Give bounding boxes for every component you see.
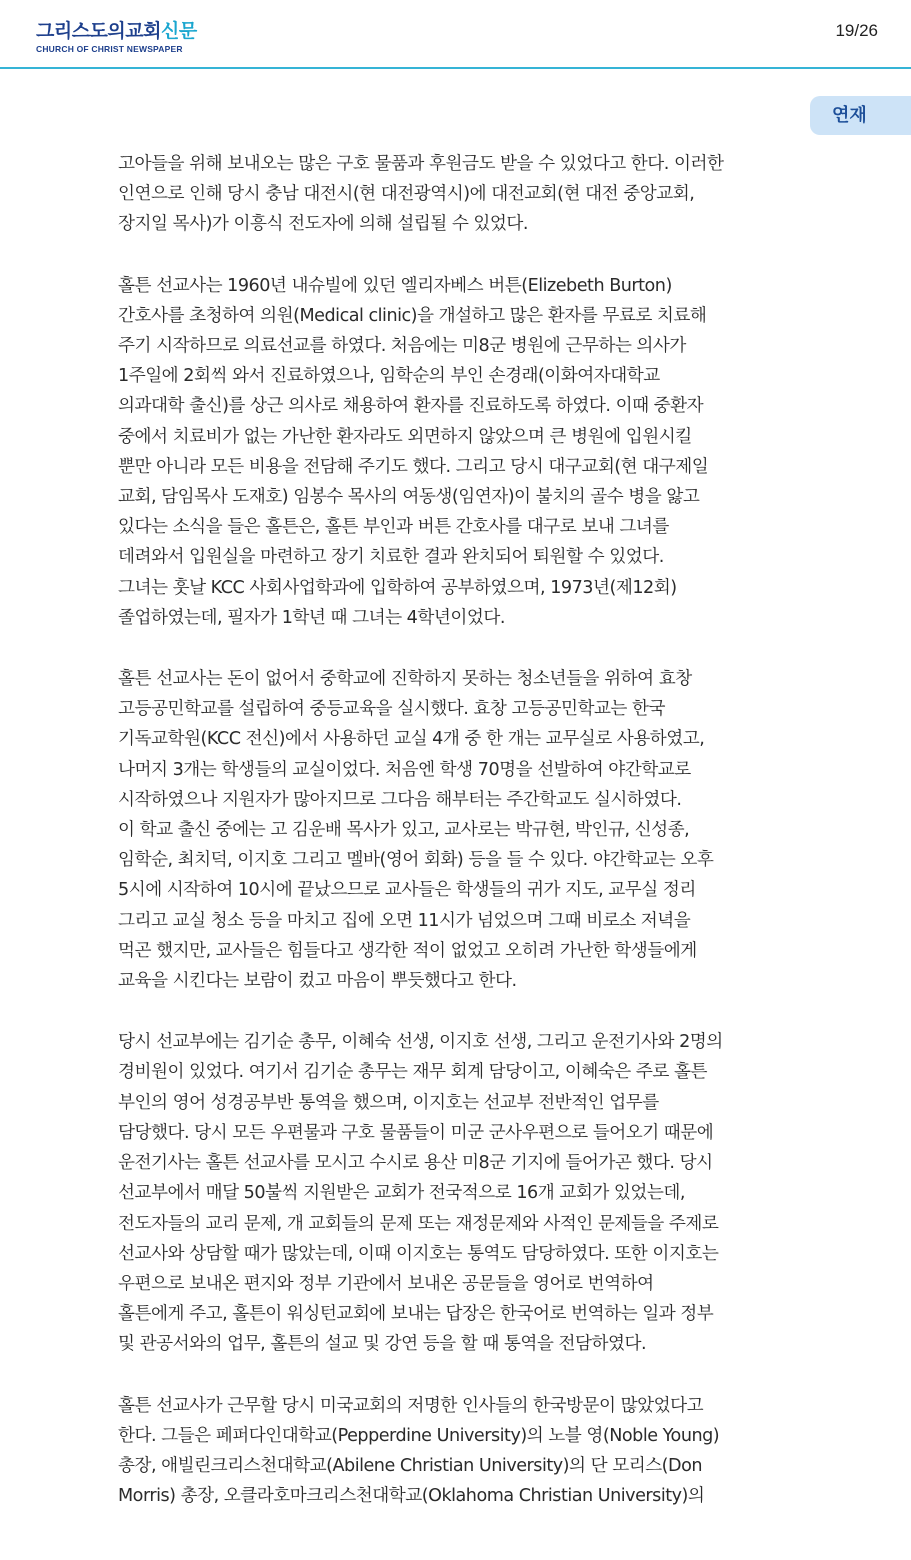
- paragraph-line: 교육을 시킨다는 보람이 컸고 마음이 뿌듯했다고 한다.: [118, 971, 517, 992]
- paragraph-line: 먹곤 했지만, 교사들은 힘들다고 생각한 적이 없었고 오히려 가난한 학생들에게: [118, 940, 697, 961]
- article-paragraph: [118, 664, 818, 996]
- section-tab-serial[interactable]: 연재: [810, 96, 911, 135]
- paragraph-line: 주기 시작하므로 의료선교를 하였다. 처음에는 미8군 병원에 근무하는 의사가: [118, 336, 686, 357]
- paragraph-line: 뿐만 아니라 모든 비용을 전담해 주기도 했다. 그리고 당시 대구교회(현 대구제일: [118, 456, 709, 477]
- paragraph-line: 홀튼 선교사는 1960년 내슈빌에 있던 엘리자베스 버튼(Elizebeth Burton): [118, 275, 672, 296]
- paragraph-line: 부인의 영어 성경공부반 통역을 했으며, 이지호는 선교부 전반적인 업무를: [118, 1092, 659, 1113]
- paragraph-line: 홀튼 선교사가 근무할 당시 미국교회의 저명한 인사들의 한국방문이 많았었다고: [118, 1395, 704, 1416]
- paragraph-line: 한다. 그들은 페퍼다인대학교(Pepperdine University)의 노블 영(Noble Young): [118, 1425, 720, 1446]
- paragraph-line: 5시에 시작하여 10시에 끝났으므로 교사들은 학생들의 귀가 지도, 교무실 정리: [118, 880, 696, 901]
- paragraph-line: 데려와서 입원실을 마련하고 장기 치료한 결과 완치되어 퇴원할 수 있었다.: [118, 547, 664, 568]
- page-number: 19/26: [835, 21, 878, 40]
- paragraph-line: 선교사와 상담할 때가 많았는데, 이때 이지호는 통역도 담당하였다. 또한 이지호는: [118, 1243, 719, 1264]
- article-paragraph: [118, 1027, 818, 1359]
- paragraph-line: 인연으로 인해 당시 충남 대전시(현 대전광역시)에 대전교회(현 대전 중앙교회,: [118, 184, 695, 205]
- paragraph-line: 총장, 애빌린크리스천대학교(Abilene Christian University)의 단 모리스(Don: [118, 1455, 703, 1476]
- paragraph-line: 우편으로 보내온 편지와 정부 기관에서 보내온 공문들을 영어로 번역하여: [118, 1273, 654, 1294]
- paragraph-line: 중에서 치료비가 없는 가난한 환자라도 외면하지 않았으며 큰 병원에 입원시킬: [118, 426, 692, 447]
- logo-english: CHURCH OF CHRIST NEWSPAPER: [36, 44, 183, 54]
- paragraph-line: 간호사를 초청하여 의원(Medical clinic)을 개설하고 많은 환자를 무료로 치료해: [118, 305, 707, 326]
- newspaper-logo[interactable]: [36, 20, 197, 54]
- paragraph-line: 고등공민학교를 설립하여 중등교육을 실시했다. 효창 고등공민학교는 한국: [118, 699, 666, 720]
- paragraph-line: 이 학교 출신 중에는 고 김운배 목사가 있고, 교사로는 박규현, 박인규, 신성종,: [118, 820, 690, 841]
- paragraph-line: 졸업하였는데, 필자가 1학년 때 그녀는 4학년이었다.: [118, 607, 505, 628]
- paragraph-line: 홀튼에게 주고, 홀튼이 워싱턴교회에 보내는 답장은 한국어로 번역하는 일과 정부: [118, 1304, 714, 1325]
- paragraph-line: 나머지 3개는 학생들의 교실이었다. 처음엔 학생 70명을 선발하여 야간학교로: [118, 759, 691, 780]
- paragraph-line: Morris) 총장, 오클라호마크리스천대학교(Oklahoma Christian University)의: [118, 1486, 705, 1507]
- paragraph-line: 전도자들의 교리 문제, 개 교회들의 문제 또는 재정문제와 사적인 문제들을 주제로: [118, 1213, 719, 1234]
- article-paragraph: [118, 149, 818, 240]
- paragraph-line: 고아들을 위해 보내오는 많은 구호 물품과 후원금도 받을 수 있었다고 한다. 이러한: [118, 154, 724, 174]
- paragraph-line: 경비원이 있었다. 여기서 김기순 총무는 재무 회계 담당이고, 이혜숙은 주로 홀튼: [118, 1062, 707, 1083]
- paragraph-line: 및 관공서와의 업무, 홀튼의 설교 및 강연 등을 할 때 통역을 전담하였다.: [118, 1334, 647, 1355]
- article-paragraph: [118, 271, 818, 633]
- paragraph-line: 당시 선교부에는 김기순 총무, 이혜숙 선생, 이지호 선생, 그리고 운전기사와 2명의: [118, 1032, 723, 1053]
- logo-korean-main: 그리스도의교회: [36, 20, 161, 42]
- paragraph-line: 임학순, 최치덕, 이지호 그리고 멜바(영어 회화) 등을 들 수 있다. 야간학교는 오후: [118, 850, 714, 871]
- paragraph-line: 그녀는 훗날 KCC 사회사업학과에 입학하여 공부하였으며, 1973년(제12회): [118, 577, 677, 598]
- paragraph-line: 선교부에서 매달 50불씩 지원받은 교회가 전국적으로 16개 교회가 있었는데,: [118, 1183, 685, 1204]
- paragraph-line: 장지일 목사)가 이흥식 전도자에 의해 설립될 수 있었다.: [118, 214, 529, 235]
- paragraph-line: 홀튼 선교사는 돈이 없어서 중학교에 진학하지 못하는 청소년들을 위하여 효창: [118, 669, 692, 690]
- paragraph-line: 교회, 담임목사 도재호) 임봉수 목사의 여동생(임연자)이 불치의 골수 병을 앓고: [118, 487, 700, 508]
- paragraph-line: 시작하였으나 지원자가 많아지므로 그다음 해부터는 주간학교도 실시하였다.: [118, 789, 682, 810]
- paragraph-line: 그리고 교실 청소 등을 마치고 집에 오면 11시가 넘었으며 그때 비로소 저녁을: [118, 910, 691, 931]
- paragraph-line: 기독교학원(KCC 전신)에서 사용하던 교실 4개 중 한 개는 교무실로 사용하였고,: [118, 729, 705, 750]
- paragraph-line: 의과대학 출신)를 상근 의사로 채용하여 환자를 진료하도록 하였다. 이때 중환자: [118, 396, 704, 417]
- paragraph-line: 담당했다. 당시 모든 우편물과 구호 물품들이 미군 군사우편으로 들어오기 때문에: [118, 1122, 714, 1143]
- page-header: [0, 0, 911, 69]
- paragraph-line: 1주일에 2회씩 와서 진료하였으나, 임학순의 부인 손경래(이화여자대학교: [118, 366, 660, 387]
- paragraph-line: 운전기사는 홀튼 선교사를 모시고 수시로 용산 미8군 기지에 들어가곤 했다. 당시: [118, 1153, 713, 1174]
- paragraph-line: 있다는 소식을 들은 홀튼은, 홀튼 부인과 버튼 간호사를 대구로 보내 그녀를: [118, 517, 669, 538]
- article-paragraph: [118, 1391, 818, 1512]
- article-body: [118, 149, 818, 1542]
- logo-korean-accent: 신문: [160, 20, 197, 42]
- logo-korean: [36, 20, 197, 42]
